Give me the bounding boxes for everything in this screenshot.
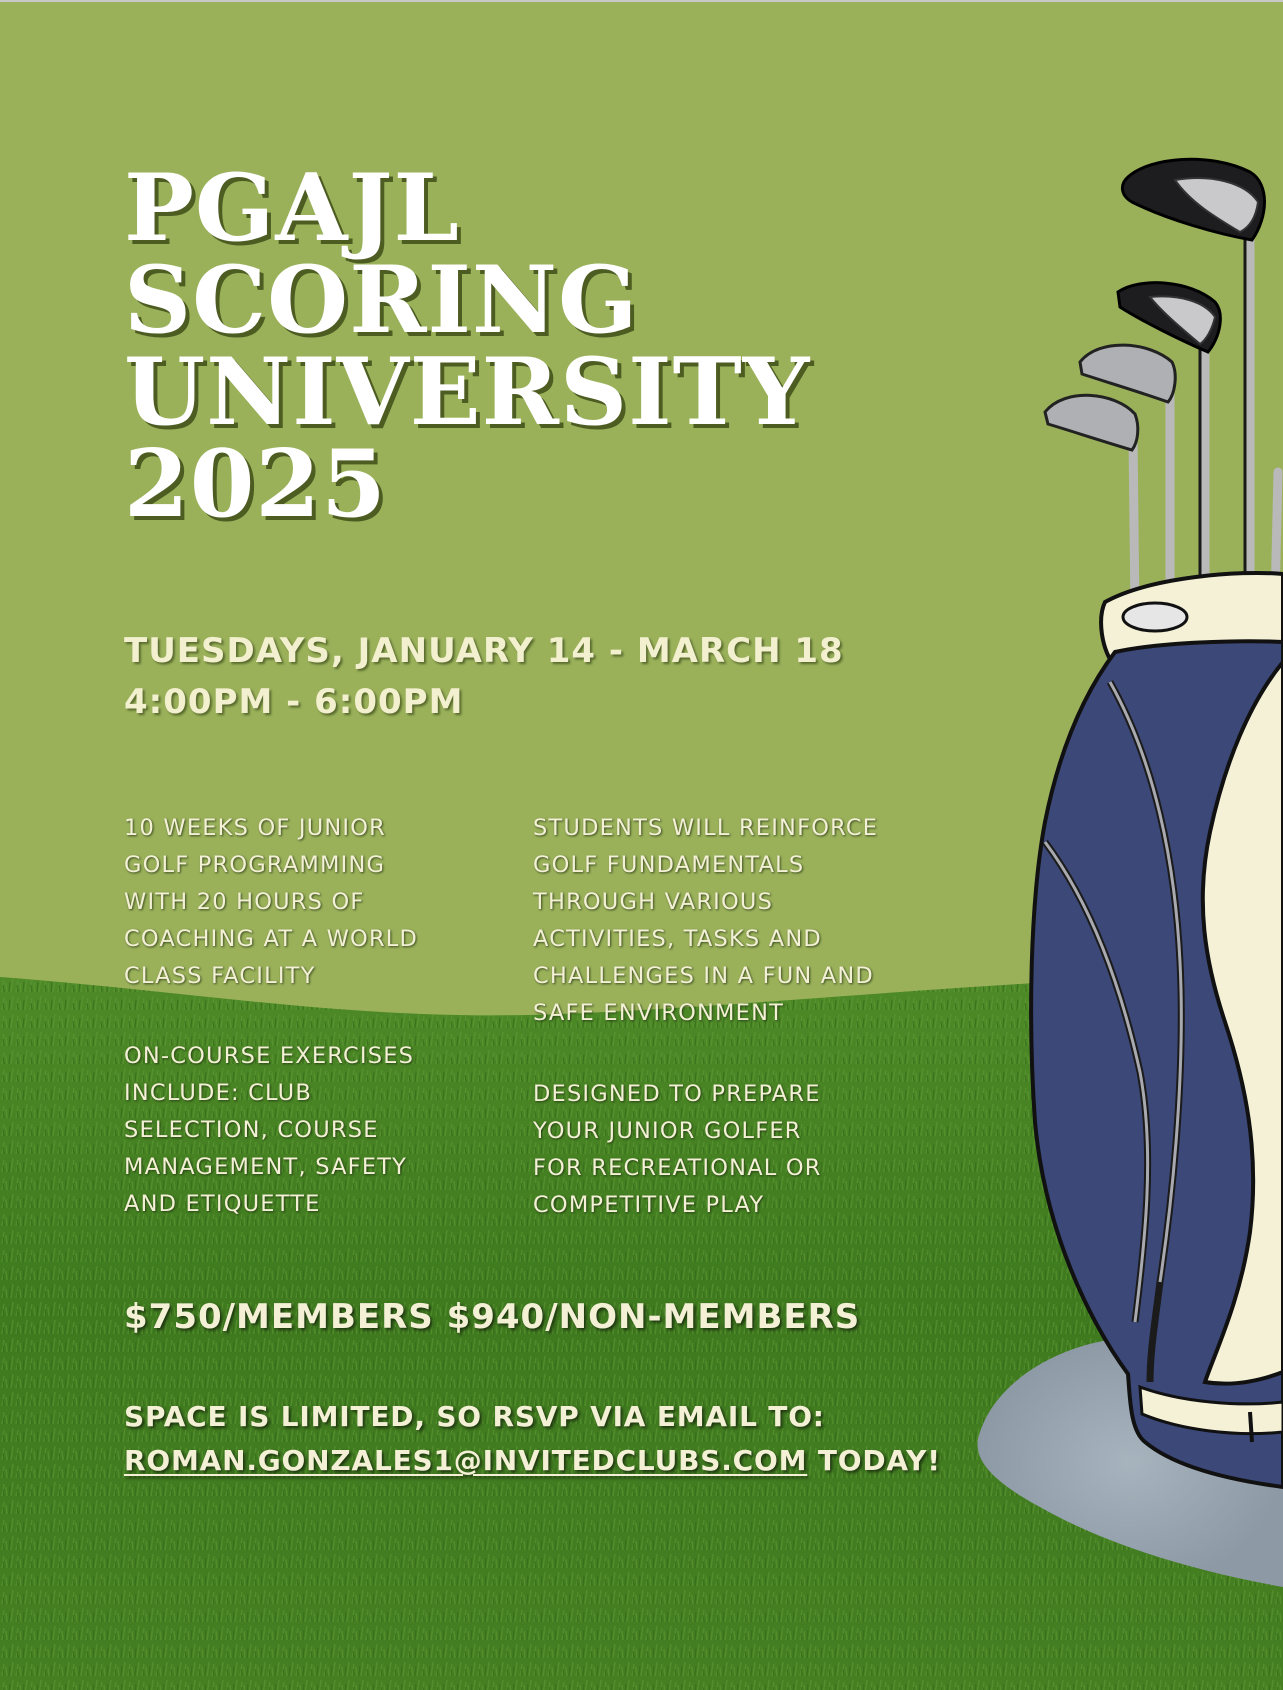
schedule [124, 626, 844, 728]
description-line: COMPETITIVE PLAY [533, 1192, 765, 1218]
title-line: 2025 [124, 429, 387, 538]
rsvp-intro: SPACE IS LIMITED, SO RSVP VIA EMAIL TO: [124, 1400, 825, 1433]
iron-club-head [1080, 345, 1175, 402]
description-line: 10 WEEKS OF JUNIOR [124, 815, 386, 841]
description-line: ACTIVITIES, TASKS AND [533, 926, 822, 952]
description-line: ON-COURSE EXERCISES [124, 1043, 415, 1069]
description-line: AND ETIQUETTE [124, 1191, 321, 1217]
pricing: $750/MEMBERS $940/NON-MEMBERS [124, 1297, 861, 1337]
rsvp [124, 1395, 941, 1483]
description-line: CHALLENGES IN A FUN AND [533, 963, 874, 989]
description-line: COACHING AT A WORLD [124, 926, 419, 952]
description-line: DESIGNED TO PREPARE [533, 1081, 821, 1107]
description-line: CLASS FACILITY [124, 963, 316, 989]
description-line: THROUGH VARIOUS [533, 889, 774, 915]
schedule-dates: TUESDAYS, JANUARY 14 - MARCH 18 [124, 631, 844, 671]
description-line: MANAGEMENT, SAFETY [124, 1154, 408, 1180]
description-exercises [124, 1038, 414, 1223]
description-line: SAFE ENVIRONMENT [533, 1000, 785, 1026]
description-line: STUDENTS WILL REINFORCE [533, 815, 879, 841]
description-line: GOLF FUNDAMENTALS [533, 852, 805, 878]
description-line: SELECTION, COURSE [124, 1117, 379, 1143]
description-fundamentals [533, 810, 878, 1032]
rsvp-suffix: TODAY! [807, 1444, 941, 1477]
rsvp-email-line [124, 1439, 941, 1483]
iron-club-head [1045, 395, 1138, 450]
description-program [124, 810, 418, 995]
description-line: YOUR JUNIOR GOLFER [533, 1118, 802, 1144]
description-line: WITH 20 HOURS OF [124, 889, 365, 915]
description-line: GOLF PROGRAMMING [124, 852, 386, 878]
description-line: INCLUDE: CLUB [124, 1080, 312, 1106]
title-line: SCORING [124, 245, 639, 354]
description-line: FOR RECREATIONAL OR [533, 1155, 822, 1181]
title-line: PGAJL [124, 153, 460, 262]
title-line: UNIVERSITY [124, 337, 811, 446]
page-title [124, 153, 811, 538]
rsvp-email-link[interactable]: ROMAN.GONZALES1@INVITEDCLUBS.COM [124, 1444, 808, 1477]
schedule-time: 4:00PM - 6:00PM [124, 682, 464, 722]
description-purpose [533, 1076, 822, 1224]
